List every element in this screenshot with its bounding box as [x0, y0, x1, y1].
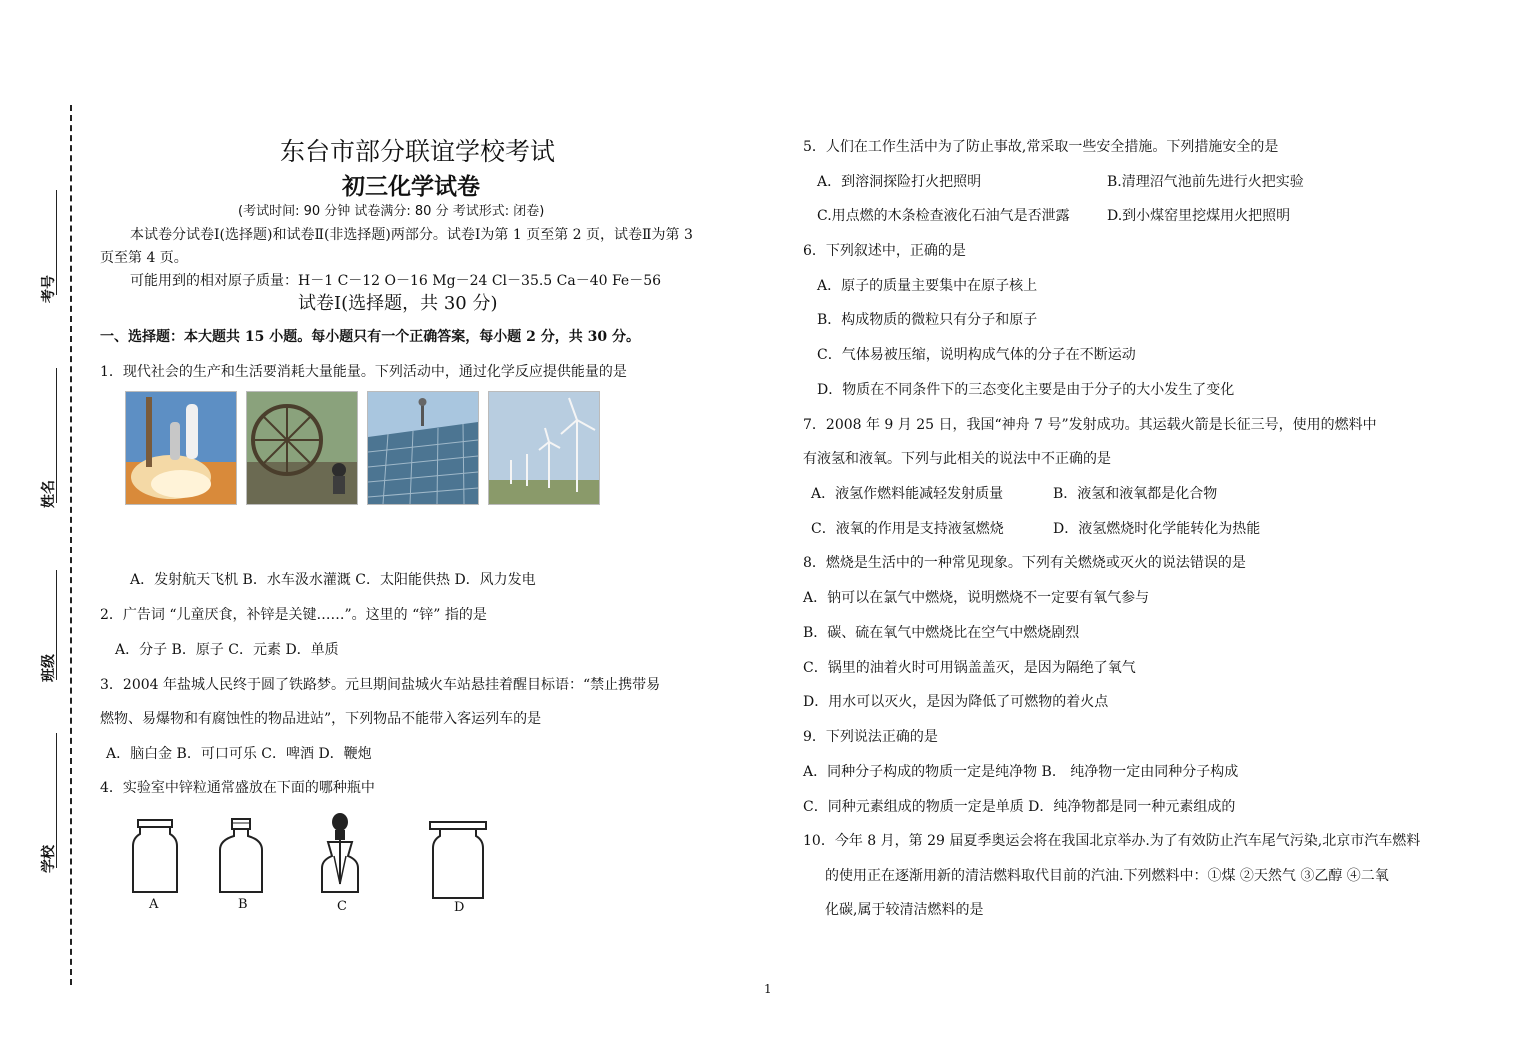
q5-option-a: A．到溶洞探险打火把照明 [817, 174, 982, 190]
xingming-label: 姓名 [41, 480, 57, 508]
dropper-bottle-c-icon [312, 812, 368, 896]
bottle-c-label: C [337, 899, 347, 914]
q7-stem-2: 有液氢和液氧。下列与此相关的说法中不正确的是 [803, 451, 1111, 467]
q7-option-b: B．液氢和液氧都是化合物 [1053, 486, 1218, 502]
q2-stem: 2．广告词 “儿童厌食，补锌是关键……”。这里的 “锌” 指的是 [100, 607, 487, 623]
atomic-mass-line: 可能用到的相对原子质量：H－1 C－12 O－16 Mg－24 Cl－35.5 Ca－40 Fe－56 [130, 273, 662, 289]
q9-stem: 9．下列说法正确的是 [803, 729, 938, 745]
q5-stem: 5．人们在工作生活中为了防止事故,常采取一些安全措施。下列措施安全的是 [803, 139, 1279, 155]
solar-heater-image [367, 391, 479, 505]
page-number: 1 [764, 982, 772, 996]
q8-option-d: D．用水可以灭火，是因为降低了可燃物的着火点 [803, 694, 1109, 710]
rocket-launch-image [125, 391, 237, 505]
q7-option-c: C．液氧的作用是支持液氢燃烧 [811, 521, 1004, 537]
q3-stem-1: 3．2004 年盐城人民终于圆了铁路梦。元旦期间盐城火车站悬挂着醒目标语：“禁止携带易 [100, 677, 661, 693]
bottle-a-icon [130, 818, 180, 896]
bottle-b-icon [216, 818, 266, 896]
q6-option-a: A．原子的质量主要集中在原子核上 [817, 278, 1038, 294]
q10-stem-2: 的使用正在逐渐用新的清洁燃料取代目前的汽油.下列燃料中：①煤 ②天然气 ③乙醇 ④二氧 [825, 868, 1389, 884]
waterwheel-image [246, 391, 358, 505]
q8-option-c: C．锅里的油着火时可用锅盖盖灭，是因为隔绝了氧气 [803, 660, 1136, 676]
q1-stem: 1．现代社会的生产和生活要消耗大量能量。下列活动中，通过化学反应提供能量的是 [100, 364, 627, 380]
q10-stem-1: 10．今年 8 月，第 29 届夏季奥运会将在我国北京举办.为了有效防止汽车尾气污染,北京市汽车燃料 [803, 833, 1421, 849]
q6-option-d: D．物质在不同条件下的三态变化主要是由于分子的大小发生了变化 [817, 382, 1235, 398]
q6-stem: 6．下列叙述中，正确的是 [803, 243, 966, 259]
q5-option-d: D.到小煤窑里挖煤用火把照明 [1107, 208, 1291, 224]
q6-option-c: C．气体易被压缩，说明构成气体的分子在不断运动 [817, 347, 1136, 363]
wind-turbine-image [488, 391, 600, 505]
q4-stem: 4．实验室中锌粒通常盛放在下面的哪种瓶中 [100, 780, 375, 796]
binding-dashed-line [70, 105, 72, 985]
bottle-b-label: B [238, 897, 248, 912]
q2-options: A．分子 B．原子 C．元素 D．单质 [115, 642, 339, 658]
q3-options: A．脑白金 B．可口可乐 C．啤酒 D．鞭炮 [106, 746, 372, 762]
q5-option-c: C.用点燃的木条检查液化石油气是否泄露 [817, 208, 1070, 224]
exam-info: (考试时间: 90 分钟 试卷满分: 80 分 考试形式: 闭卷) [238, 204, 545, 219]
q5-option-b: B.清理沼气池前先进行火把实验 [1107, 174, 1304, 190]
xuexiao-label: 学校 [41, 845, 57, 873]
q8-stem: 8．燃烧是生活中的一种常见现象。下列有关燃烧或灭火的说法错误的是 [803, 555, 1246, 571]
kaohao-label: 考号 [41, 275, 57, 303]
q8-option-b: B．碳、硫在氧气中燃烧比在空气中燃烧剧烈 [803, 625, 1080, 641]
q9-options-cd: C．同种元素组成的物质一定是单质 D．纯净物都是同一种元素组成的 [803, 799, 1236, 815]
intro-line-1: 本试卷分试卷Ⅰ(选择题)和试卷Ⅱ(非选择题)两部分。试卷Ⅰ为第 1 页至第 2 页，试卷Ⅱ为第 3 [130, 227, 693, 243]
q7-option-d: D．液氢燃烧时化学能转化为热能 [1053, 521, 1261, 537]
exam-subtitle: 初三化学试卷 [342, 173, 480, 200]
q1-options: A．发射航天飞机 B．水车汲水灌溉 C．太阳能供热 D．风力发电 [130, 572, 536, 588]
q7-stem-1: 7．2008 年 9 月 25 日，我国“神舟 7 号”发射成功。其运载火箭是长征三号，使用的燃料中 [803, 417, 1377, 433]
q10-stem-3: 化碳,属于较清洁燃料的是 [825, 902, 984, 918]
q9-options-ab: A．同种分子构成的物质一定是纯净物 B． 纯净物一定由同种分子构成 [803, 764, 1239, 780]
q3-stem-2: 燃物、易爆物和有腐蚀性的物品进站”，下列物品不能带入客运列车的是 [100, 711, 542, 727]
q7-option-a: A．液氢作燃料能减轻发射质量 [811, 486, 1004, 502]
bottle-d-label: D [454, 900, 465, 915]
exam-title: 东台市部分联谊学校考试 [280, 137, 556, 166]
bottle-d-icon [428, 820, 488, 902]
part1-heading: 试卷Ⅰ(选择题，共 30 分) [298, 293, 498, 314]
banji-label: 班级 [41, 654, 57, 682]
bottle-a-label: A [149, 897, 159, 912]
intro-line-2: 页至第 4 页。 [100, 250, 188, 266]
q8-option-a: A．钠可以在氯气中燃烧，说明燃烧不一定要有氧气参与 [803, 590, 1150, 606]
section1-heading: 一、选择题：本大题共 15 小题。每小题只有一个正确答案，每小题 2 分，共 30 分。 [100, 329, 640, 345]
q6-option-b: B．构成物质的微粒只有分子和原子 [817, 312, 1038, 328]
